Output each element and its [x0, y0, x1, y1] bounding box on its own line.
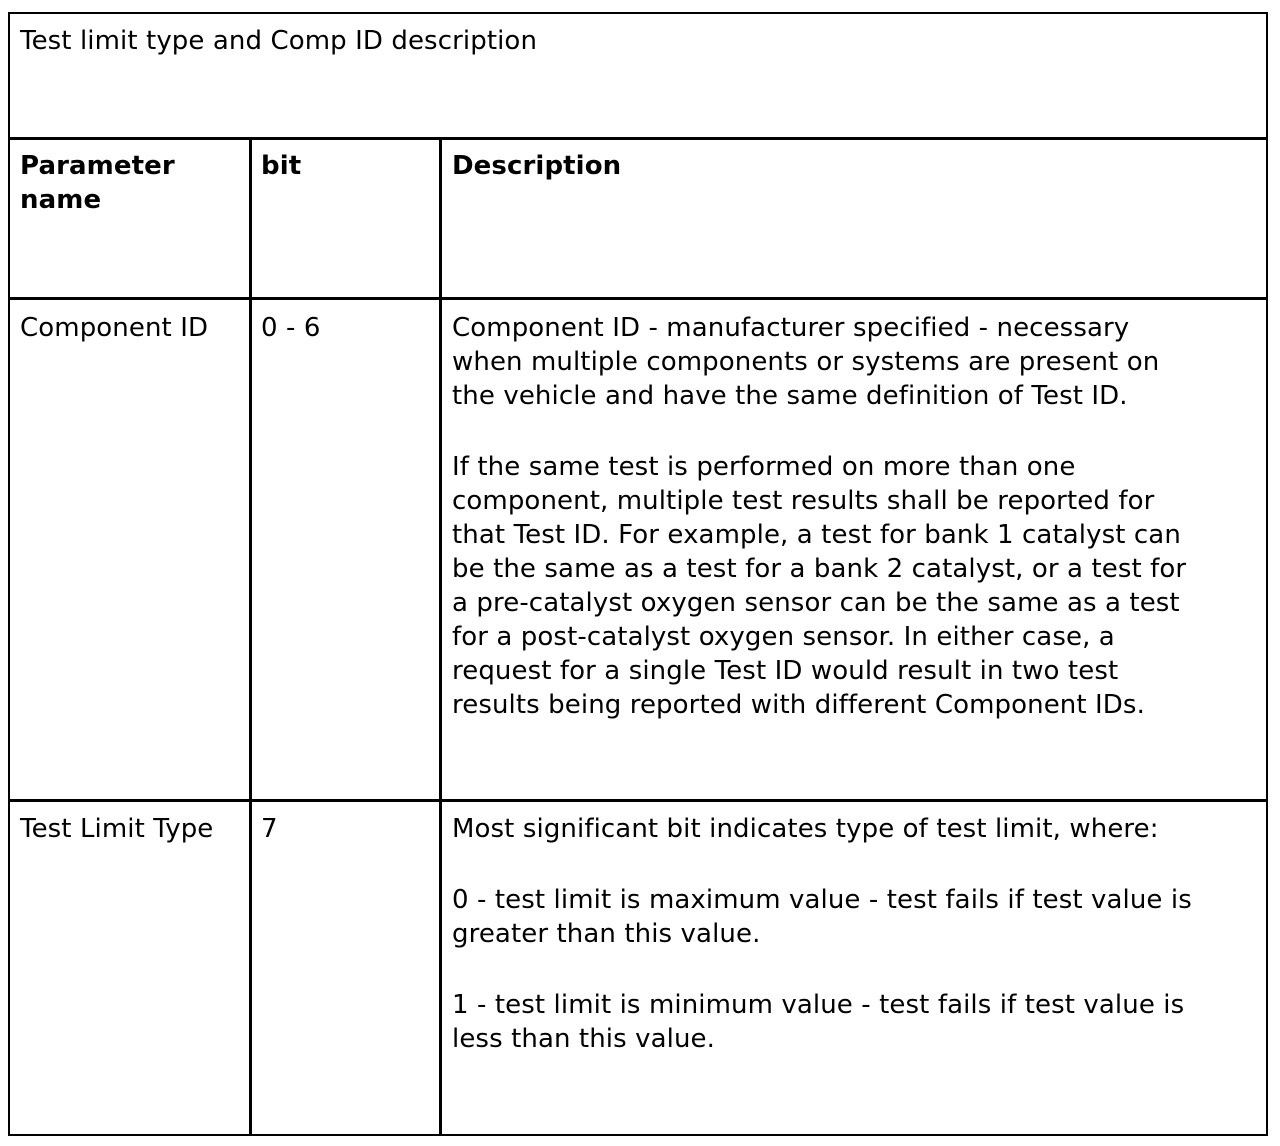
row1-description	[452, 311, 1186, 722]
row2-description-line: greater than this value.	[452, 919, 761, 949]
row1-bit: 0 - 6	[261, 313, 321, 343]
row2-description-line: 0 - test limit is maximum value - test fails if test value is	[452, 885, 1192, 915]
header-parameter-name	[20, 149, 175, 217]
table-divider-header	[8, 297, 1268, 300]
header-parameter-name-line2: name	[20, 185, 102, 215]
column-divider-2	[439, 137, 442, 1136]
table-divider-caption	[8, 137, 1268, 140]
row1-description-line: be the same as a test for a bank 2 catalyst, or a test for	[452, 554, 1187, 584]
paragraph-gap	[452, 951, 1192, 988]
row1-description-line: when multiple components or systems are present on	[452, 347, 1160, 377]
row1-description-line: component, multiple test results shall be reported for	[452, 486, 1155, 516]
header-bit: bit	[261, 151, 302, 181]
row2-bit: 7	[261, 814, 278, 844]
row1-description-line: results being reported with different Component IDs.	[452, 690, 1145, 720]
paragraph-gap	[452, 846, 1192, 883]
row1-description-line: Component ID - manufacturer specified - necessary	[452, 313, 1130, 343]
row1-description-line: a pre-catalyst oxygen sensor can be the same as a test	[452, 588, 1180, 618]
row1-description-line: request for a single Test ID would result in two test	[452, 656, 1119, 686]
paragraph-gap	[452, 413, 1186, 450]
row2-description-line: less than this value.	[452, 1024, 716, 1054]
row1-parameter: Component ID	[20, 313, 209, 343]
table-caption: Test limit type and Comp ID description	[20, 26, 538, 56]
row1-description-line: If the same test is performed on more than one	[452, 452, 1076, 482]
header-parameter-name-line1: Parameter	[20, 151, 175, 181]
row2-description-line: 1 - test limit is minimum value - test fails if test value is	[452, 990, 1185, 1020]
row1-description-line: for a post-catalyst oxygen sensor. In either case, a	[452, 622, 1115, 652]
table-divider-row1	[8, 799, 1268, 802]
row1-description-line: that Test ID. For example, a test for bank 1 catalyst can	[452, 520, 1181, 550]
row2-parameter: Test Limit Type	[20, 814, 214, 844]
column-divider-1	[249, 137, 252, 1136]
row2-description	[452, 812, 1192, 1056]
row2-description-line: Most significant bit indicates type of test limit, where:	[452, 814, 1159, 844]
row1-description-line: the vehicle and have the same definition of Test ID.	[452, 381, 1128, 411]
header-description: Description	[452, 151, 622, 181]
